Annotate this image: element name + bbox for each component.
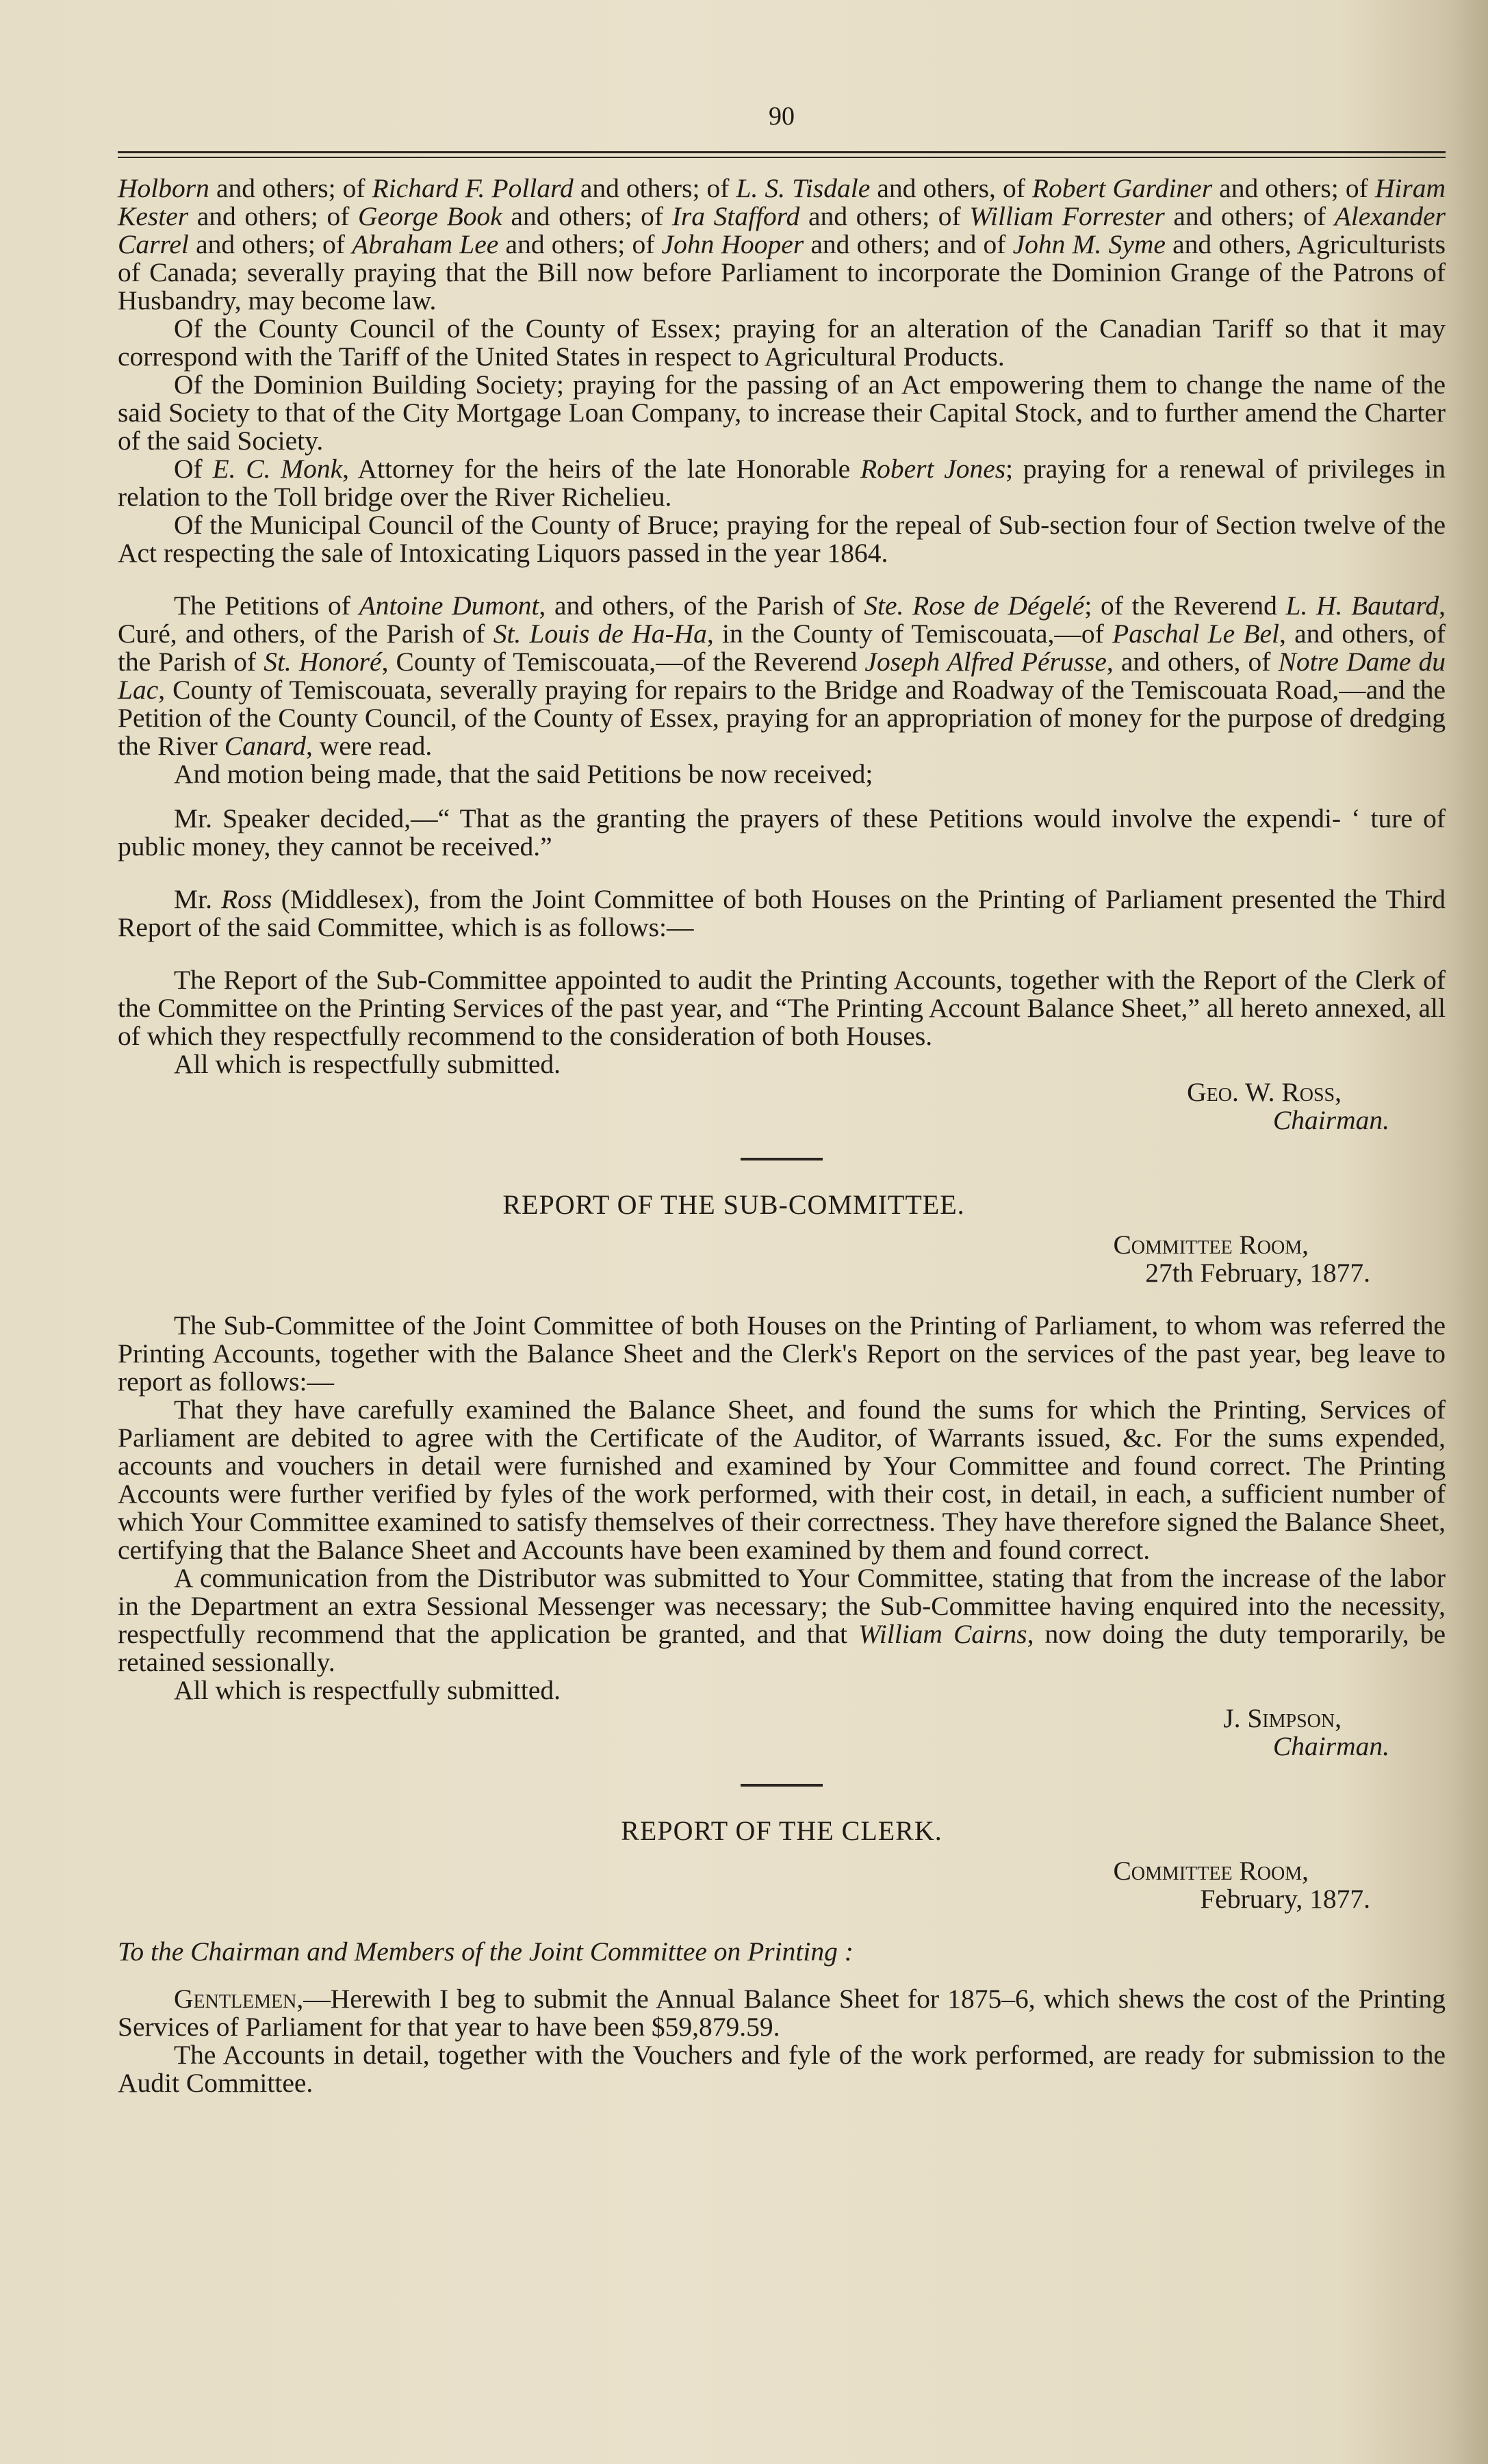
signature-ross — [118, 1078, 1446, 1134]
section-divider — [741, 1784, 823, 1787]
signature-simpson — [118, 1704, 1446, 1761]
header-rule — [118, 151, 1446, 158]
signature-name: Geo. W. Ross, — [1187, 1077, 1342, 1107]
clerk-heading: REPORT OF THE CLERK. — [621, 1815, 942, 1846]
subcommittee-paragraph-3: A communication from the Distributor was submitted to Your Committee, stating that from the increase of the labor in the Department an extra Sessional Messenger was necessary; the Sub-Committee having enquired into the necessity, respectfully recommend that the application be granted, and that William Cairns, now doing the duty temporarily, be retained sessionally. — [118, 1563, 1446, 1677]
third-report-paragraph: The Report of the Sub-Committee appointed to audit the Printing Accounts, together with the Report of the Clerk of the Committee on the Printing Services of the past year, and “The Printing Account Balance Sheet,” all hereto annexed, all of which they respectfully recommend to the consideration of both Houses. — [118, 965, 1446, 1051]
dateline-place: Committee Room, — [1113, 1856, 1309, 1886]
subcommittee-paragraph-1: The Sub-Committee of the Joint Committee of both Houses on the Printing of Parliament, to whom was referred the Printing Accounts, together with the Balance Sheet and the Clerk's Report on the services of the past year, beg leave to report as follows:— — [118, 1310, 1446, 1397]
subcommittee-paragraph-2: That they have carefully examined the Balance Sheet, and found the sums for which the Printing, Services of Parliament are debited to agree with the Certificate of the Auditor, of Warrants issued, &c. For the sums expended, accounts and vouchers in detail were furnished and examined by Your Committee and found correct. The Printing Accounts were further verified by fyles of the work performed, with their cost, in detail, in each, a sufficient number of which Your Committee examined to satisfy themselves of their correctness. They have therefore signed the Balance Sheet, certifying that the Balance Sheet and Accounts have been examined by them and found correct. — [118, 1395, 1446, 1565]
clerk-dateline — [118, 1857, 1446, 1913]
motion-paragraph: And motion being made, that the said Petitions be now received; — [174, 759, 873, 789]
speaker-decision-paragraph: Mr. Speaker decided,—“ That as the granting the prayers of these Petitions would involve the expendi- ‘ ture of public money, they cannot be received.” — [118, 803, 1446, 861]
subcommittee-heading: REPORT OF THE SUB-COMMITTEE. — [502, 1189, 965, 1220]
ross-report-paragraph: Mr. Ross (Middlesex), from the Joint Committee of both Houses on the Printing of Parliament presented the Third Report of the said Committee, which is as follows:— — [118, 884, 1446, 942]
petition-paragraph-3: Of the Dominion Building Society; praying for the passing of an Act empowering them to change the name of the said Society to that of the City Mortgage Loan Company, to increase their Capital Stock, and to further amend the Charter of the said Society. — [118, 369, 1446, 456]
petitions-read-paragraph: The Petitions of Antoine Dumont, and others, of the Parish of Ste. Rose de Dégelé; of the Reverend L. H. Bautard, Curé, and others, of the Parish of St. Louis de Ha-Ha, in the County of Temiscouata,—of Paschal Le Bel, and others, of the Parish of St. Honoré, County of Temiscouata,—of the Reverend Joseph Alfred Pérusse, and others, of Notre Dame du Lac, County of Temiscouata, severally praying for repairs to the Bridge and Roadway of the Temiscouata Road,—and the Petition of the County Council, of the County of Essex, praying for an appropriation of money for the purpose of dredging the River Canard, were read. — [118, 591, 1446, 761]
signature-title: Chairman. — [1272, 1105, 1389, 1135]
page-number: 90 — [769, 102, 795, 131]
petition-paragraph-4: Of E. C. Monk, Attorney for the heirs of the late Honorable Robert Jones; praying for a renewal of privileges in relation to the Toll bridge over the River Richelieu. — [118, 454, 1446, 512]
dateline-place: Committee Room, — [1113, 1230, 1309, 1260]
dateline-date: February, 1877. — [1200, 1884, 1370, 1914]
subcommittee-dateline — [118, 1231, 1446, 1287]
petition-paragraph-2: Of the County Council of the County of Essex; praying for an alteration of the Canadian Tariff so that it may correspond with the Tariff of the United States in respect to Agricultural Products. — [118, 313, 1446, 372]
signature-name: J. Simpson, — [1223, 1703, 1342, 1733]
subcommittee-submitted-line: All which is respectfully submitted. — [174, 1675, 561, 1705]
dateline-date: 27th February, 1877. — [1145, 1258, 1370, 1288]
clerk-paragraph-1: Gentlemen,—Herewith I beg to submit the Annual Balance Sheet for 1875–6, which shews the cost of the Printing Services of Parliament for that year to have been $59,879.59. — [118, 1984, 1446, 2042]
petition-paragraph-5: Of the Municipal Council of the County of Bruce; praying for the repeal of Sub-section four of Section twelve of the Act respecting the sale of Intoxicating Liquors passed in the year 1864. — [118, 510, 1446, 568]
clerk-salutation: To the Chairman and Members of the Joint Committee on Printing : — [118, 1936, 854, 1967]
page-content — [118, 103, 1446, 2097]
petition-paragraph-1: Holborn and others; of Richard F. Pollard and others; of L. S. Tisdale and others, of Robert Gardiner and others; of Hiram Kester and others; of George Book and others; of Ira Stafford and others; of William Forrester and others; of Alexander Carrel and others; of Abraham Lee and others; of John Hooper and others; and of John M. Syme and others, Agriculturists of Canada; severally praying that the Bill now before Parliament to incorporate the Dominion Grange of the Patrons of Husbandry, may become law. — [118, 173, 1446, 315]
clerk-paragraph-2: The Accounts in detail, together with the Vouchers and fyle of the work performed, are ready for submission to the Audit Committee. — [118, 2040, 1446, 2098]
signature-title: Chairman. — [1272, 1731, 1389, 1761]
submitted-line: All which is respectfully submitted. — [174, 1049, 561, 1079]
section-divider — [741, 1158, 823, 1160]
